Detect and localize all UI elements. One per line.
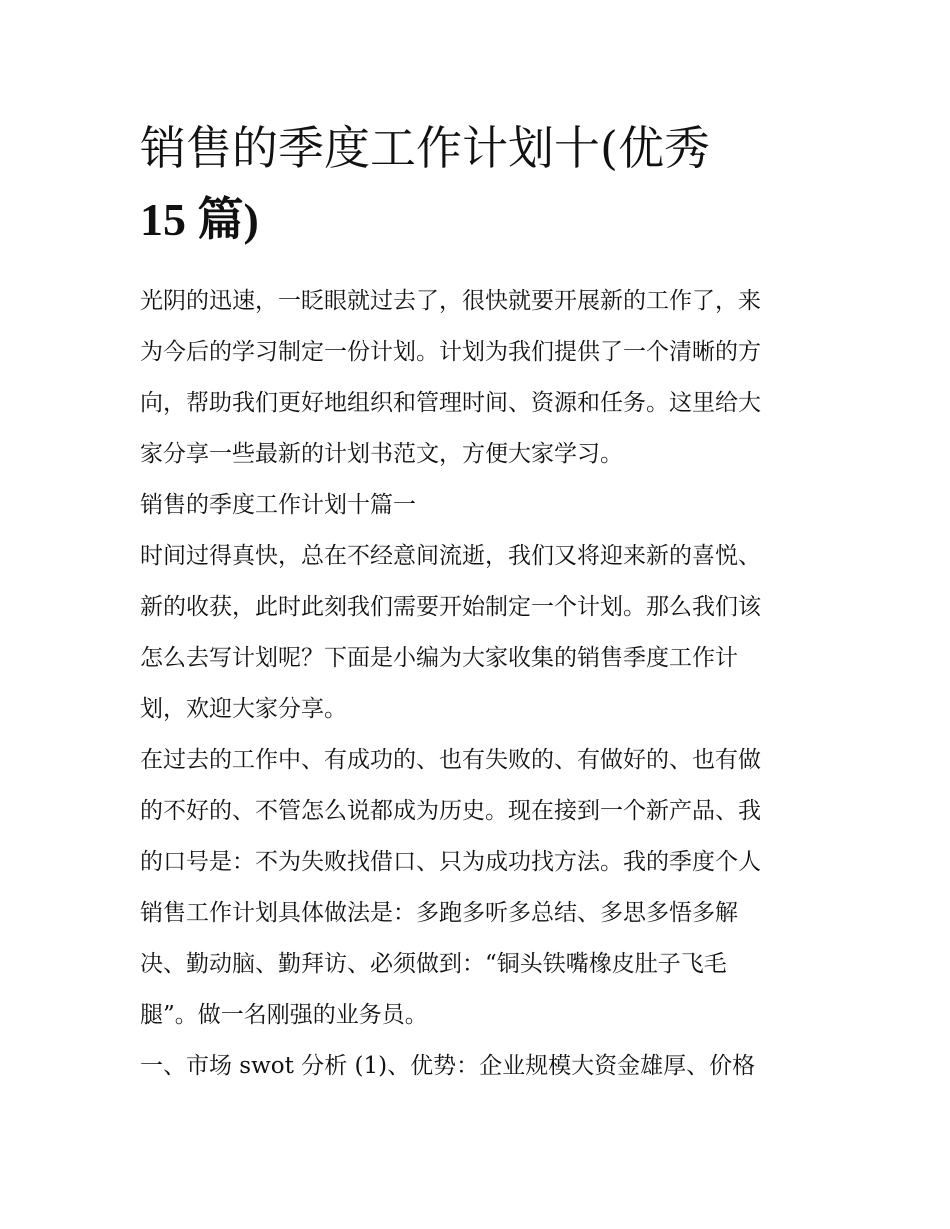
paragraph-line: 腿”。做一名刚强的业务员。 <box>140 1002 428 1028</box>
paragraph-line: 时间过得真快，总在不经意间流逝，我们又将迎来新的喜悦、 <box>140 543 761 569</box>
section-heading: 销售的季度工作计划十篇一 <box>140 492 416 518</box>
title-line-1: 销售的季度工作计划十(优秀 <box>140 121 710 175</box>
paragraph-line: 的不好的、不管怎么说都成为历史。现在接到一个新产品、我 <box>140 798 761 824</box>
paragraph-line: 决、勤动脑、勤拜访、必须做到：“铜头铁嘴橡皮肚子飞毛 <box>140 951 727 977</box>
document-body <box>140 276 812 1092</box>
title-line-2: 15 篇) <box>140 194 259 245</box>
paragraph-line: 的口号是：不为失败找借口、只为成功找方法。我的季度个人 <box>140 849 761 875</box>
paragraph-line: 一、市场 swot 分析 (1)、优势：企业规模大资金雄厚、价格 <box>140 1053 756 1079</box>
paragraph-line: 销售工作计划具体做法是：多跑多听多总结、多思多悟多解 <box>140 900 738 926</box>
paragraph-line: 家分享一些最新的计划书范文，方便大家学习。 <box>140 441 623 467</box>
document-title <box>140 112 820 256</box>
paragraph-line: 光阴的迅速，一眨眼就过去了，很快就要开展新的工作了，来 <box>140 288 761 314</box>
paragraph-line: 向，帮助我们更好地组织和管理时间、资源和任务。这里给大 <box>140 390 761 416</box>
paragraph-line: 划，欢迎大家分享。 <box>140 696 347 722</box>
paragraph-line: 新的收获，此时此刻我们需要开始制定一个计划。那么我们该 <box>140 594 761 620</box>
paragraph-line: 怎么去写计划呢？下面是小编为大家收集的销售季度工作计 <box>140 645 738 671</box>
paragraph-line: 为今后的学习制定一份计划。计划为我们提供了一个清晰的方 <box>140 339 761 365</box>
paragraph-line: 在过去的工作中、有成功的、也有失败的、有做好的、也有做 <box>140 747 761 773</box>
